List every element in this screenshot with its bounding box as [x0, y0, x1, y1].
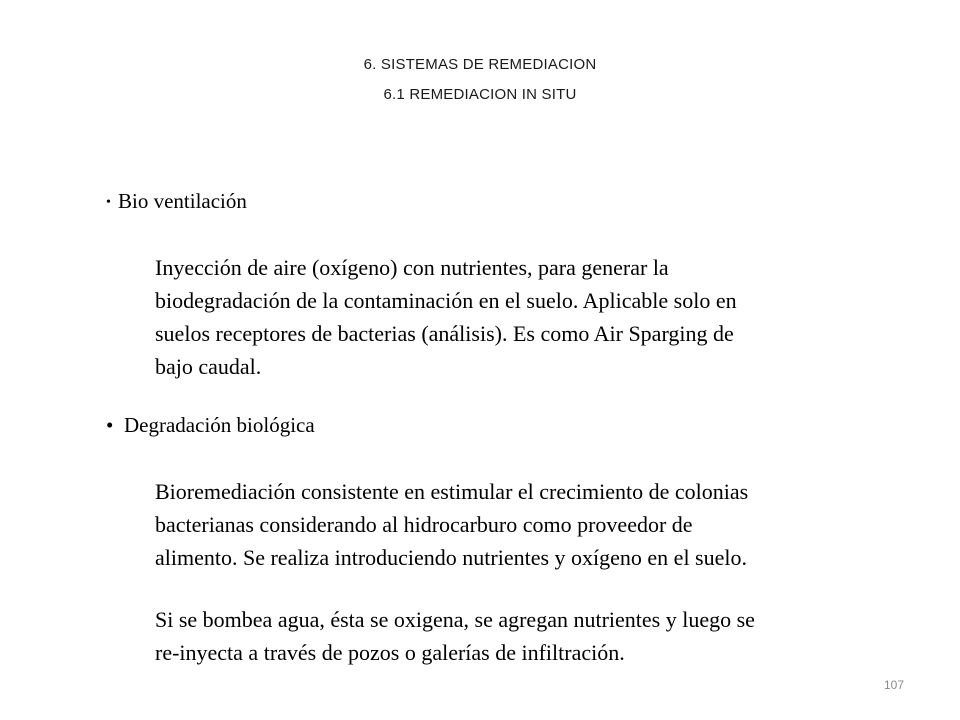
- bullet-heading-bio-ventilacion: [106, 186, 247, 218]
- paragraph-bioremediacion: [155, 475, 895, 574]
- paragraph-bombeo-agua: [155, 603, 895, 669]
- page-number: 107: [883, 678, 904, 692]
- title-line-2: 6.1 REMEDIACION IN SITU: [383, 86, 577, 103]
- paragraph-line: Inyección de aire (oxígeno) con nutrientes, para generar la: [155, 255, 669, 280]
- paragraph-line: Si se bombea agua, ésta se oxigena, se agregan nutrientes y luego se: [155, 607, 755, 632]
- paragraph-line: alimento. Se realiza introduciendo nutrientes y oxígeno en el suelo.: [155, 545, 747, 570]
- paragraph-line: biodegradación de la contaminación en el suelo. Aplicable solo en: [155, 288, 737, 313]
- paragraph-line: suelos receptores de bacterias (análisis). Es como Air Sparging de: [155, 321, 734, 346]
- bullet-icon: •: [106, 195, 111, 210]
- paragraph-bio-ventilacion: [155, 251, 895, 383]
- title-line-1: 6. SISTEMAS DE REMEDIACION: [363, 56, 597, 73]
- heading-text: Bio ventilación: [118, 189, 247, 213]
- paragraph-line: re-inyecta a través de pozos o galerías de infiltración.: [155, 640, 625, 665]
- paragraph-line: bajo caudal.: [155, 354, 262, 379]
- heading-text: Degradación biológica: [124, 413, 315, 437]
- paragraph-line: bacterianas considerando al hidrocarburo como proveedor de: [155, 512, 693, 537]
- paragraph-line: Bioremediación consistente en estimular el crecimiento de colonias: [155, 479, 749, 504]
- bullet-icon: •: [106, 413, 114, 437]
- bullet-heading-degradacion-biologica: [106, 410, 315, 440]
